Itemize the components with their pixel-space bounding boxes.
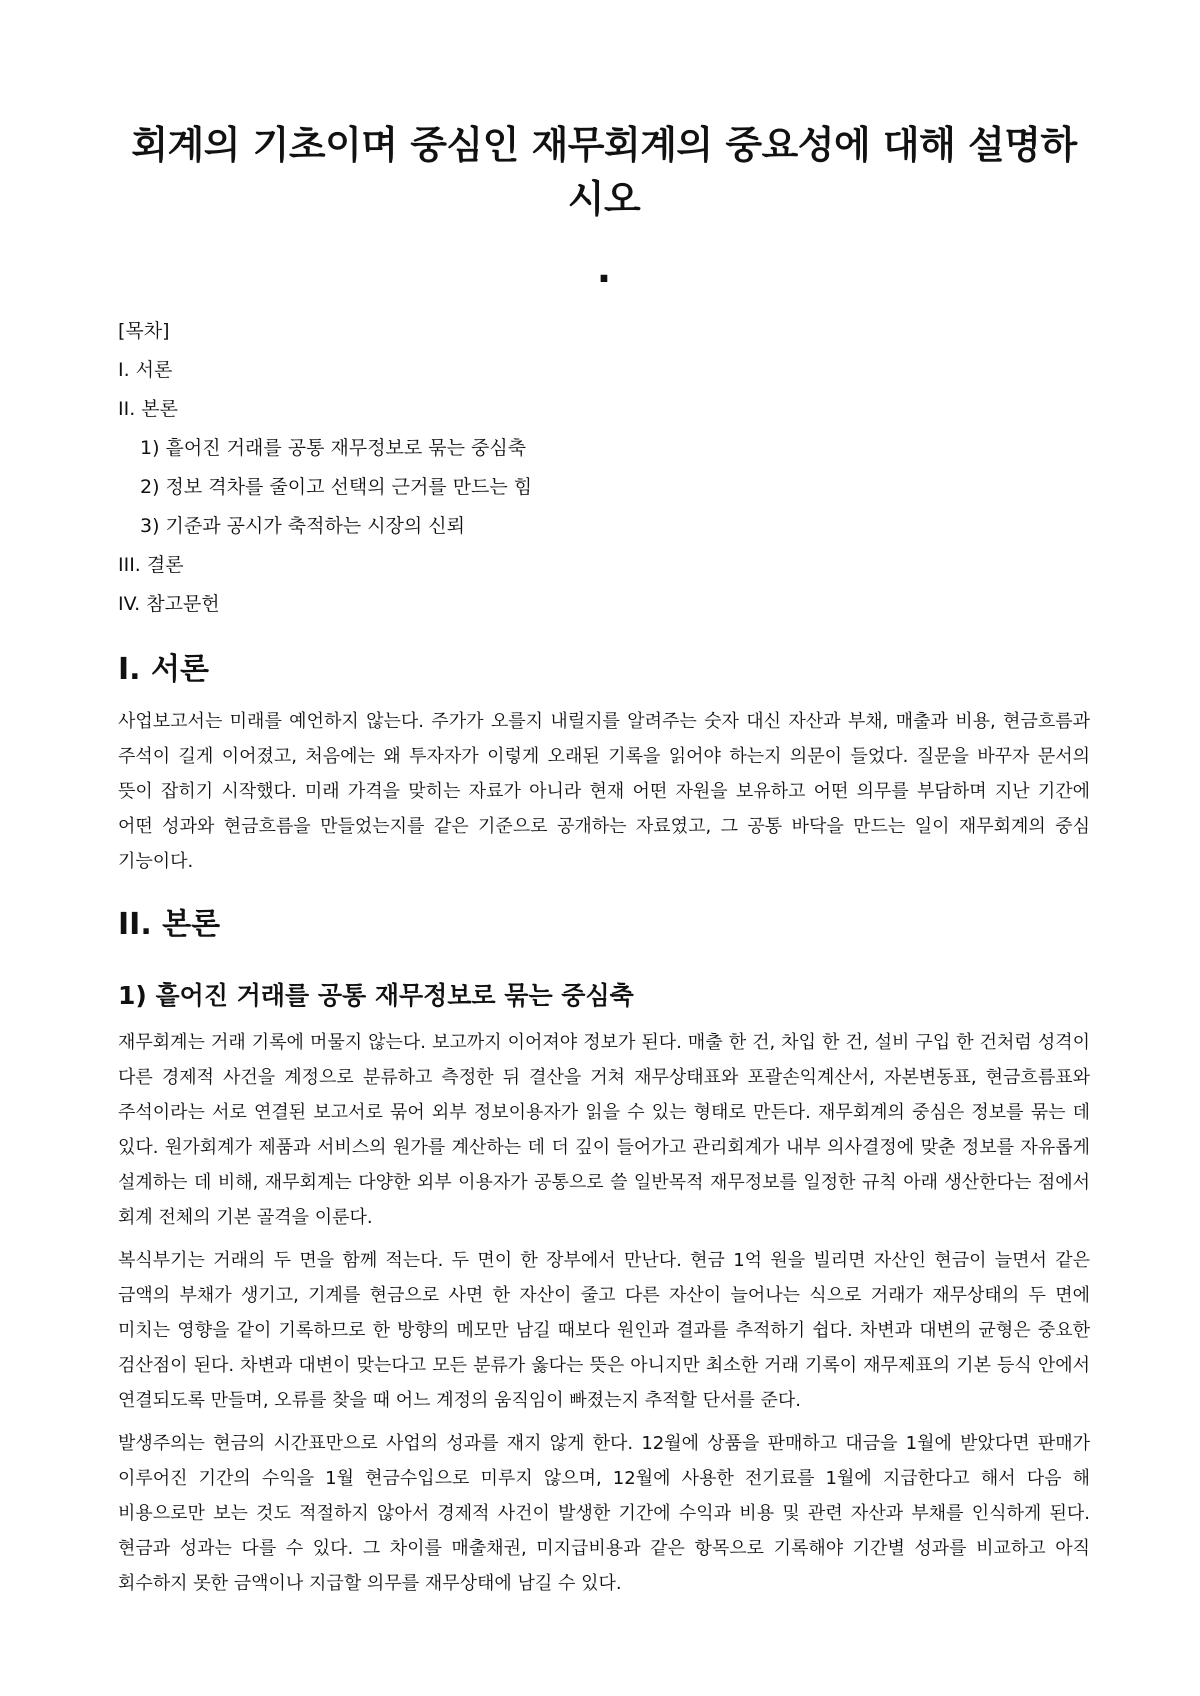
body-sub1-heading: 1) 흩어진 거래를 공통 재무정보로 묶는 중심축 <box>118 981 634 1010</box>
document-title-tail: . <box>596 247 612 291</box>
toc-item-conclusion: III. 결론 <box>118 554 184 576</box>
intro-heading: I. 서론 <box>118 652 209 687</box>
document-title: 회계의 기초이며 중심인 재무회계의 중요성에 대해 설명하시오 <box>131 123 1077 221</box>
body-heading: II. 본론 <box>118 907 221 942</box>
toc-heading: [목차] <box>118 320 170 342</box>
table-of-contents <box>118 312 1090 624</box>
toc-item-intro: I. 서론 <box>118 359 173 381</box>
toc-item-body-1: 1) 흩어진 거래를 공통 재무정보로 묶는 중심축 <box>140 437 527 459</box>
toc-item-body-2: 2) 정보 격차를 줄이고 선택의 근거를 만드는 힘 <box>140 476 533 498</box>
toc-item-body: II. 본론 <box>118 398 178 420</box>
body-sub1-paragraph-2: 복식부기는 거래의 두 면을 함께 적는다. 두 면이 한 장부에서 만난다. 현금 1억 원을 빌리면 자산인 현금이 늘면서 같은 금액의 부채가 생기고, 기계를 현금으로 사면 한 자산이 줄고 다른 자산이 늘어나는 식으로 거래가 재무상태의 두 면에 미치는 영향을 같이 기록하므로 한 방향의 메모만 남길 때보다 원인과 결과를 추적하기 쉽다. 차변과 대변의 균형은 중요한 검산점이 된다. 차변과 대변이 맞는다고 모든 분류가 옳다는 뜻은 아니지만 최소한 거래 기록이 재무제표의 기본 등식 안에서 연결되도록 만들며, 오류를 찾을 때 어느 계정의 움직임이 빠졌는지 추적할 단서를 준다. <box>118 1250 1090 1411</box>
body-sub1-paragraph-1: 재무회계는 거래 기록에 머물지 않는다. 보고까지 이어져야 정보가 된다. 매출 한 건, 차입 한 건, 설비 구입 한 건처럼 성격이 다른 경제적 사건을 계정으로 분류하고 측정한 뒤 결산을 거쳐 재무상태표와 포괄손익계산서, 자본변동표, 현금흐름표와 주석이라는 서로 연결된 보고서로 묶어 외부 정보이용자가 읽을 수 있는 형태로 만든다. 재무회계의 중심은 정보를 묶는 데 있다. 원가회계가 제품과 서비스의 원가를 계산하는 데 더 깊이 들어가고 관리회계가 내부 의사결정에 맞춘 정보를 자유롭게 설계하는 데 비해, 재무회계는 다양한 외부 이용자가 공통으로 쓸 일반목적 재무정보를 일정한 규칙 아래 생산한다는 점에서 회계 전체의 기본 골격을 이룬다. <box>118 1032 1090 1228</box>
intro-paragraph: 사업보고서는 미래를 예언하지 않는다. 주가가 오를지 내릴지를 알려주는 숫자 대신 자산과 부채, 매출과 비용, 현금흐름과 주석이 길게 이어졌고, 처음에는 왜 투자자가 이렇게 오래된 기록을 읽어야 하는지 의문이 들었다. 질문을 바꾸자 문서의 뜻이 잡히기 시작했다. 미래 가격을 맞히는 자료가 아니라 현재 어떤 자원을 보유하고 어떤 의무를 부담하며 지난 기간에 어떤 성과와 현금흐름을 만들었는지를 같은 기준으로 공개하는 자료였고, 그 공통 바닥을 만드는 일이 재무회계의 중심 기능이다. <box>118 711 1090 872</box>
body-sub1-paragraph-3: 발생주의는 현금의 시간표만으로 사업의 성과를 재지 않게 한다. 12월에 상품을 판매하고 대금을 1월에 받았다면 판매가 이루어진 기간의 수익을 1월 현금수입으로 미루지 않으며, 12월에 사용한 전기료를 1월에 지급한다고 해서 다음 해 비용으로만 보는 것도 적절하지 않아서 경제적 사건이 발생한 기간에 수익과 비용 및 관련 자산과 부채를 인식하게 된다. 현금과 성과는 다를 수 있다. 그 차이를 매출채권, 미지급비용과 같은 항목으로 기록해야 기간별 성과를 비교하고 아직 회수하지 못한 금액이나 지급할 의무를 재무상태에 남길 수 있다. <box>118 1433 1090 1594</box>
toc-item-body-3: 3) 기준과 공시가 축적하는 시장의 신뢰 <box>140 515 466 537</box>
toc-item-references: IV. 참고문헌 <box>118 593 220 615</box>
